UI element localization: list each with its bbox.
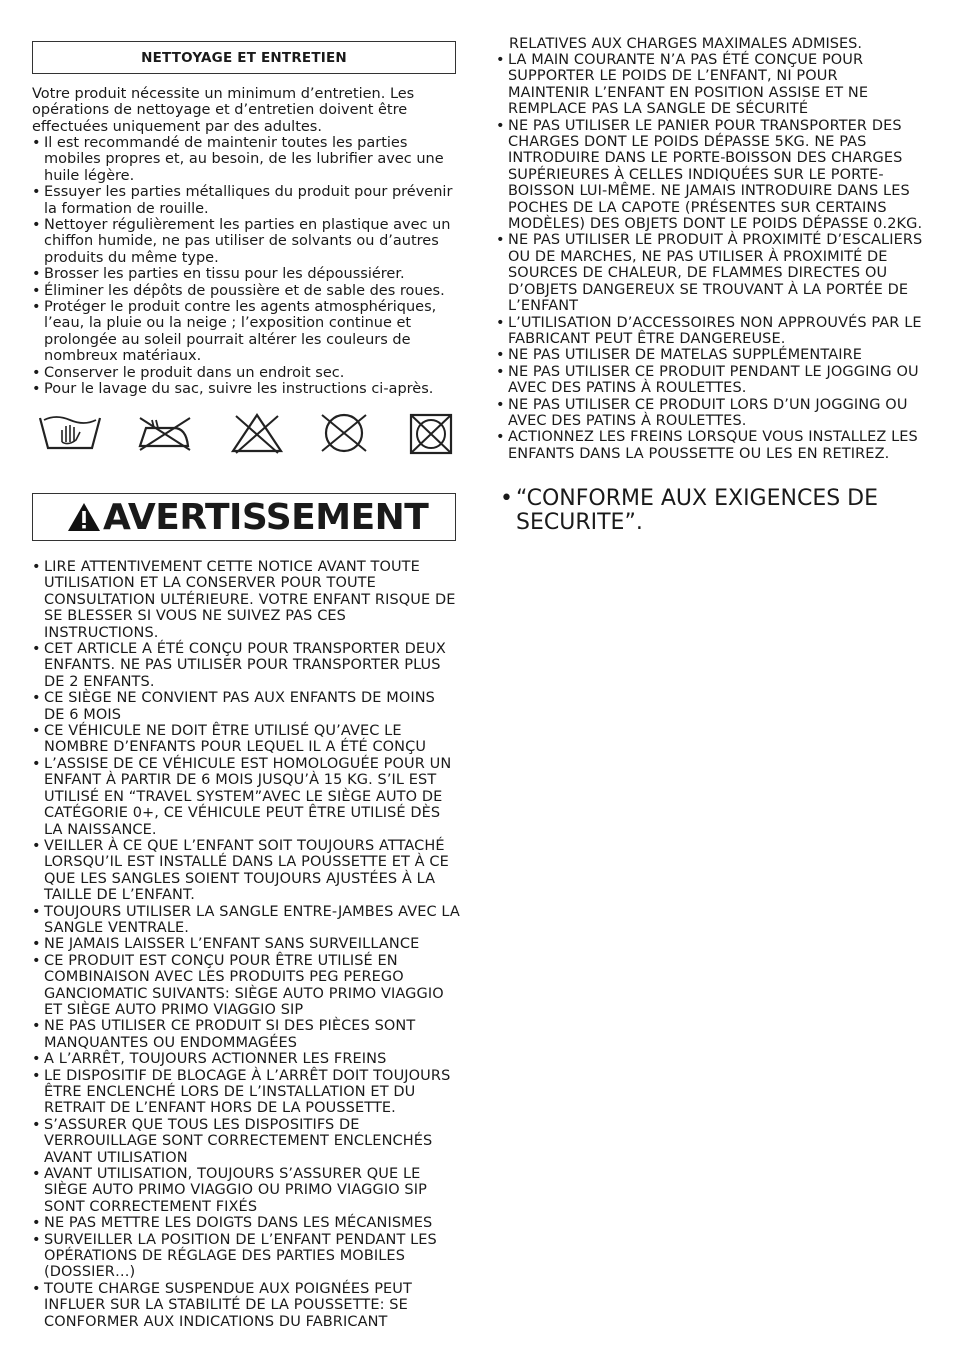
list-item: • TOUJOURS UTILISER LA SANGLE ENTRE-JAMBES AVEC LA SANGLE VENTRALE.	[32, 904, 460, 937]
care-symbols	[38, 412, 458, 458]
list-item: • NE PAS UTILISER CE PRODUIT PENDANT LE JOGGING OU AVEC DES PATINS À ROULETTES.	[496, 364, 924, 397]
list-item: • CE SIÈGE NE CONVIENT PAS AUX ENFANTS DE MOINS DE 6 MOIS	[32, 690, 460, 723]
conformity-statement: • “CONFORME AUX EXIGENCES DE SECURITE”.	[500, 487, 920, 535]
list-item: • VEILLER À CE QUE L’ENFANT SOIT TOUJOURS ATTACHÉ LORSQU’IL EST INSTALLÉ DANS LA POUSSETTE ET À CE QUE LES SANGLES SOIENT TOUJOURS AJUSTÉES À LA TAILLE DE L’ENFANT.	[32, 838, 460, 904]
cleaning-title: NETTOYAGE ET ENTRETIEN	[32, 41, 456, 74]
list-item: • CE VÉHICULE NE DOIT ÊTRE UTILISÉ QU’AVEC LE NOMBRE D’ENFANTS POUR LEQUEL IL A ÉTÉ CONÇU	[32, 723, 460, 756]
list-item: • TOUTE CHARGE SUSPENDUE AUX POIGNÉES PEUT INFLUER SUR LA STABILITÉ DE LA POUSSETTE: SE CONFORMER AUX INDICATIONS DU FABRICANT	[32, 1281, 460, 1330]
list-item: • AVANT UTILISATION, TOUJOURS S’ASSURER QUE LE SIÈGE AUTO PRIMO VIAGGIO OU PRIMO VIAGGIO SIP SONT CORRECTEMENT FIXÉS	[32, 1166, 460, 1215]
list-item: • NE PAS UTILISER LE PANIER POUR TRANSPORTER DES CHARGES DONT LE POIDS DÉPASSE 5KG. NE PAS INTRODUIRE DANS LE PORTE-BOISSON DES CHARGES SUPÉRIEURES À CELLES INDIQUÉES SUR LE PORTE-BOISSON LUI-MÊME. NE JAMAIS INTRODUIRE DANS LES POCHES DE LA CAPOTE (PRÉSENTES SUR CERTAINS MODÈLES) DES OBJETS DONT LE POIDS DÉPASSE 0.2KG.	[496, 118, 924, 233]
list-item: • Pour le lavage du sac, suivre les instructions ci-après.	[32, 381, 458, 397]
list-item: • Protéger le produit contre les agents atmosphériques, l’eau, la pluie ou la neige ; l’exposition continue et prolongée au soleil pourrait altérer les couleurs de nombreux matériaux.	[32, 299, 458, 365]
conformity-text: “CONFORME AUX EXIGENCES DE SECURITE”.	[516, 486, 879, 535]
list-item: • Essuyer les parties métalliques du produit pour prévenir la formation de rouille.	[32, 184, 458, 217]
cleaning-intro: Votre produit nécessite un minimum d’entretien. Les opérations de nettoyage et d’entretien doivent être effectuées uniquement par des adultes.	[32, 86, 415, 135]
list-item: • Nettoyer régulièrement les parties en plastique avec un chiffon humide, ne pas utiliser de solvants ou d’autres produits du même type.	[32, 217, 458, 266]
list-item: • LA MAIN COURANTE N’A PAS ÉTÉ CONÇUE POUR SUPPORTER LE POIDS DE L’ENFANT, NI POUR MAINTENIR L’ENFANT EN POSITION ASSISE ET NE REMPLACE PAS LA SANGLE DE SÉCURITÉ	[496, 52, 924, 118]
list-item: • LE DISPOSITIF DE BLOCAGE À L’ARRÊT DOIT TOUJOURS ÊTRE ENCLENCHÉ LORS DE L’INSTALLATION ET DU RETRAIT DE L’ENFANT HORS DE LA POUSSETTE.	[32, 1068, 460, 1117]
list-item: • A L’ARRÊT, TOUJOURS ACTIONNER LES FREINS	[32, 1051, 460, 1067]
warning-continuation: RELATIVES AUX CHARGES MAXIMALES ADMISES.	[509, 36, 862, 52]
list-item: • NE PAS UTILISER LE PRODUIT À PROXIMITÉ D’ESCALIERS OU DE MARCHES, NE PAS UTILISER À PROXIMITÉ DE SOURCES DE CHALEUR, DE FLAMMES DIRECTES OU D’OBJETS DANGEREUX SE TROUVANT À LA PORTÉE DE L’ENFANT	[496, 232, 924, 314]
list-item: • LIRE ATTENTIVEMENT CETTE NOTICE AVANT TOUTE UTILISATION ET LA CONSERVER POUR TOUTE CONSULTATION ULTÉRIEURE. VOTRE ENFANT RISQUE DE SE BLESSER SI VOUS NE SUIVEZ PAS CES INSTRUCTIONS.	[32, 559, 460, 641]
warning-header	[32, 493, 456, 541]
cleaning-list	[32, 135, 458, 398]
list-item: • S’ASSURER QUE TOUS LES DISPOSITIFS DE VERROUILLAGE SONT CORRECTEMENT ENCLENCHÉS AVANT UTILISATION	[32, 1117, 460, 1166]
list-item: • L’UTILISATION D’ACCESSOIRES NON APPROUVÉS PAR LE FABRICANT PEUT ÊTRE DANGEREUSE.	[496, 315, 924, 348]
list-item: • NE PAS UTILISER DE MATELAS SUPPLÉMENTAIRE	[496, 347, 924, 363]
hand-wash-icon	[38, 412, 102, 452]
warning-list-right	[496, 52, 924, 462]
list-item: • NE PAS METTRE LES DOIGTS DANS LES MÉCANISMES	[32, 1215, 460, 1231]
list-item: • ACTIONNEZ LES FREINS LORSQUE VOUS INSTALLEZ LES ENFANTS DANS LA POUSSETTE OU LES EN RETIREZ.	[496, 429, 924, 462]
list-item: • L’ASSISE DE CE VÉHICULE EST HOMOLOGUÉE POUR UN ENFANT À PARTIR DE 6 MOIS JUSQU’À 15 KG. S’IL EST UTILISÉ EN “TRAVEL SYSTEM”AVEC LE SIÈGE AUTO DE CATÉGORIE 0+, CE VÉHICULE PEUT ÊTRE UTILISÉ DÈS LA NAISSANCE.	[32, 756, 460, 838]
list-item: • NE PAS UTILISER CE PRODUIT SI DES PIÈCES SONT MANQUANTES OU ENDOMMAGÉES	[32, 1018, 460, 1051]
list-item: • Brosser les parties en tissu pour les dépoussiérer.	[32, 266, 458, 282]
list-item: • Conserver le produit dans un endroit sec.	[32, 365, 458, 381]
warning-title: AVERTISSEMENT	[103, 497, 429, 538]
list-item: • CE PRODUIT EST CONÇU POUR ÊTRE UTILISÉ EN COMBINAISON AVEC LES PRODUITS PEG PEREGO GANCIOMATIC SUIVANTS: SIÈGE AUTO PRIMO VIAGGIO ET SIÈGE AUTO PRIMO VIAGGIO SIP	[32, 953, 460, 1019]
warning-list-left	[32, 559, 460, 1330]
list-item: • Il est recommandé de maintenir toutes les parties mobiles propres et, au besoin, de les lubrifier avec une huile légère.	[32, 135, 458, 184]
no-dry-clean-icon	[316, 412, 372, 454]
no-tumble-dry-icon	[408, 412, 454, 456]
list-item: • Éliminer les dépôts de poussière et de sable des roues.	[32, 283, 458, 299]
list-item: • SURVEILLER LA POSITION DE L’ENFANT PENDANT LES OPÉRATIONS DE RÉGLAGE DES PARTIES MOBILES (DOSSIER…)	[32, 1232, 460, 1281]
list-item: • NE PAS UTILISER CE PRODUIT LORS D’UN JOGGING OU AVEC DES PATINS À ROULETTES.	[496, 397, 924, 430]
no-ironing-icon	[134, 412, 194, 452]
list-item: • CET ARTICLE A ÉTÉ CONÇU POUR TRANSPORTER DEUX ENFANTS. NE PAS UTILISER POUR TRANSPORTER PLUS DE 2 ENFANTS.	[32, 641, 460, 690]
list-item: • NE JAMAIS LAISSER L’ENFANT SANS SURVEILLANCE	[32, 936, 460, 952]
no-bleach-icon	[230, 412, 284, 454]
warning-triangle-icon	[67, 502, 101, 532]
